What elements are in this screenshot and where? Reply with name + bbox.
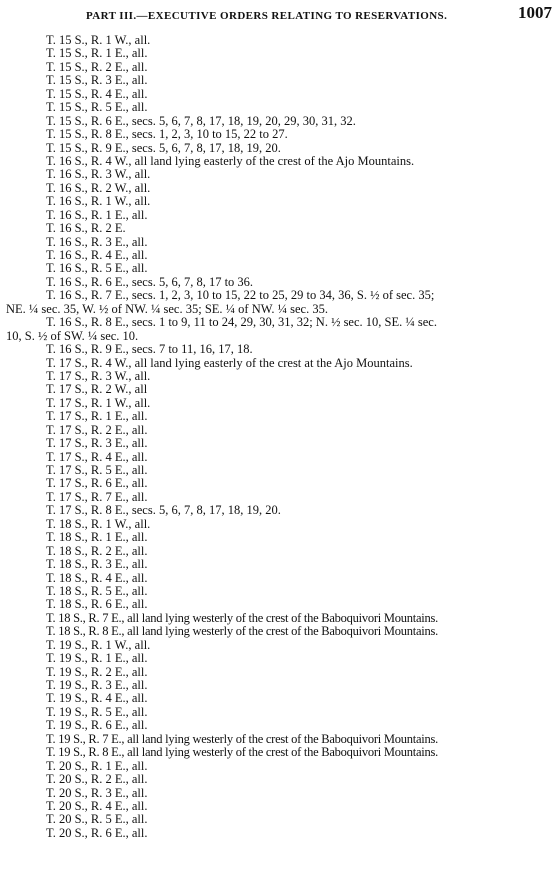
list-item: T. 15 S., R. 4 E., all.: [46, 86, 148, 101]
list-item: 10, S. ½ of SW. ¼ sec. 10.: [6, 328, 139, 343]
list-item: T. 15 S., R. 5 E., all.: [46, 100, 148, 115]
list-item: T. 16 S., R. 4 E., all.: [46, 248, 148, 262]
list-item: T. 19 S., R. 2 E., all.: [46, 664, 148, 679]
list-item: T. 15 S., R. 8 E., secs. 1, 2, 3, 10 to 15, 22 to 27.: [46, 127, 288, 142]
list-item: T. 16 S., R. 1 E., all.: [46, 207, 148, 222]
list-item: T. 16 S., R. 9 E., secs. 7 to 11, 16, 17, 18.: [46, 342, 253, 357]
list-item: T. 17 S., R. 6 E., all.: [46, 476, 148, 491]
list-item: T. 15 S., R. 3 E., all.: [46, 73, 148, 88]
list-item: T. 18 S., R. 1 W., all.: [46, 516, 151, 531]
running-head: PART III.—EXECUTIVE ORDERS RELATING TO RESERVATIONS.: [86, 10, 448, 22]
list-item: T. 16 S., R. 2 E.: [46, 221, 126, 236]
list-item: T. 20 S., R. 1 E., all.: [46, 758, 148, 773]
list-item: T. 17 S., R. 7 E., all.: [46, 489, 148, 504]
list-item: T. 18 S., R. 8 E., all land lying westerly of the crest of the Baboquivori Mountains.: [46, 624, 438, 639]
list-item: T. 16 S., R. 8 E., secs. 1 to 9, 11 to 24, 29, 30, 31, 32; N. ½ sec. 10, SE. ¼ sec.: [46, 315, 437, 330]
list-item: T. 18 S., R. 1 E., all.: [46, 530, 148, 545]
list-item: T. 16 S., R. 3 W., all.: [46, 167, 151, 182]
list-item: T. 19 S., R. 1 E., all.: [46, 651, 148, 666]
list-item: T. 19 S., R. 7 E., all land lying westerly of the crest of the Baboquivori Mountains.: [46, 731, 438, 746]
list-item: T. 20 S., R. 4 E., all.: [46, 798, 148, 813]
list-item: T. 17 S., R. 3 E., all.: [46, 436, 148, 451]
page-header: [0, 0, 554, 30]
page-number: 1007: [518, 3, 552, 22]
list-item: T. 20 S., R. 5 E., all.: [46, 812, 148, 827]
list-item: T. 20 S., R. 2 E., all.: [46, 772, 148, 787]
list-item: T. 17 S., R. 2 W., all: [46, 382, 148, 397]
list-item: T. 17 S., R. 4 W., all land lying easterly of the crest at the Ajo Mountains.: [46, 355, 413, 370]
list-item: T. 18 S., R. 5 E., all.: [46, 583, 148, 598]
list-item: T. 17 S., R. 2 E., all.: [46, 422, 148, 437]
list-item: T. 17 S., R. 1 E., all.: [46, 409, 148, 424]
list-item: T. 15 S., R. 9 E., secs. 5, 6, 7, 8, 17, 18, 19, 20.: [46, 140, 281, 155]
list-item: T. 19 S., R. 8 E., all land lying westerly of the crest of the Baboquivori Mountains.: [46, 745, 438, 760]
list-item: T. 15 S., R. 1 W., all.: [46, 33, 151, 47]
list-item: T. 16 S., R. 1 W., all.: [46, 194, 151, 209]
list-item: T. 18 S., R. 3 E., all.: [46, 557, 148, 572]
list-item: T. 17 S., R. 1 W., all.: [46, 395, 151, 410]
list-item: T. 20 S., R. 6 E., all.: [46, 825, 148, 840]
list-item: T. 17 S., R. 8 E., secs. 5, 6, 7, 8, 17, 18, 19, 20.: [46, 503, 281, 518]
list-item: T. 18 S., R. 7 E., all land lying westerly of the crest of the Baboquivori Mountains.: [46, 610, 438, 625]
list-item: T. 16 S., R. 3 E., all.: [46, 234, 148, 249]
list-item: T. 19 S., R. 1 W., all.: [46, 637, 151, 652]
list-item: T. 16 S., R. 6 E., secs. 5, 6, 7, 8, 17 to 36.: [46, 274, 254, 289]
list-item: T. 15 S., R. 2 E., all.: [46, 59, 148, 74]
list-item: T. 18 S., R. 4 E., all.: [46, 570, 148, 585]
list-item: NE. ¼ sec. 35, W. ½ of NW. ¼ sec. 35; SE. ¼ of NW. ¼ sec. 35.: [6, 301, 328, 316]
list-item: T. 17 S., R. 3 W., all.: [46, 368, 151, 383]
list-item: T. 15 S., R. 6 E., secs. 5, 6, 7, 8, 17, 18, 19, 20, 29, 30, 31, 32.: [46, 113, 356, 128]
list-item: T. 17 S., R. 5 E., all.: [46, 463, 148, 477]
township-list: [0, 34, 554, 840]
list-item: T. 16 S., R. 5 E., all.: [46, 261, 148, 276]
list-item: T. 19 S., R. 6 E., all.: [46, 718, 148, 733]
list-item: T. 18 S., R. 2 E., all.: [46, 543, 148, 558]
list-item: T. 16 S., R. 2 W., all.: [46, 180, 151, 195]
list-item: T. 16 S., R. 7 E., secs. 1, 2, 3, 10 to 15, 22 to 25, 29 to 34, 36, S. ½ of sec. 35;: [46, 288, 435, 303]
list-item: T. 19 S., R. 5 E., all.: [46, 704, 148, 719]
list-item: T. 20 S., R. 3 E., all.: [46, 785, 148, 800]
list-item: T. 17 S., R. 4 E., all.: [46, 449, 148, 464]
list-item: T. 19 S., R. 4 E., all.: [46, 691, 148, 706]
list-item: T. 15 S., R. 1 E., all.: [46, 46, 148, 61]
list-item: T. 16 S., R. 4 W., all land lying easterly of the crest of the Ajo Mountains.: [46, 153, 415, 168]
list-item: T. 19 S., R. 3 E., all.: [46, 678, 148, 692]
list-item: T. 18 S., R. 6 E., all.: [46, 597, 148, 612]
